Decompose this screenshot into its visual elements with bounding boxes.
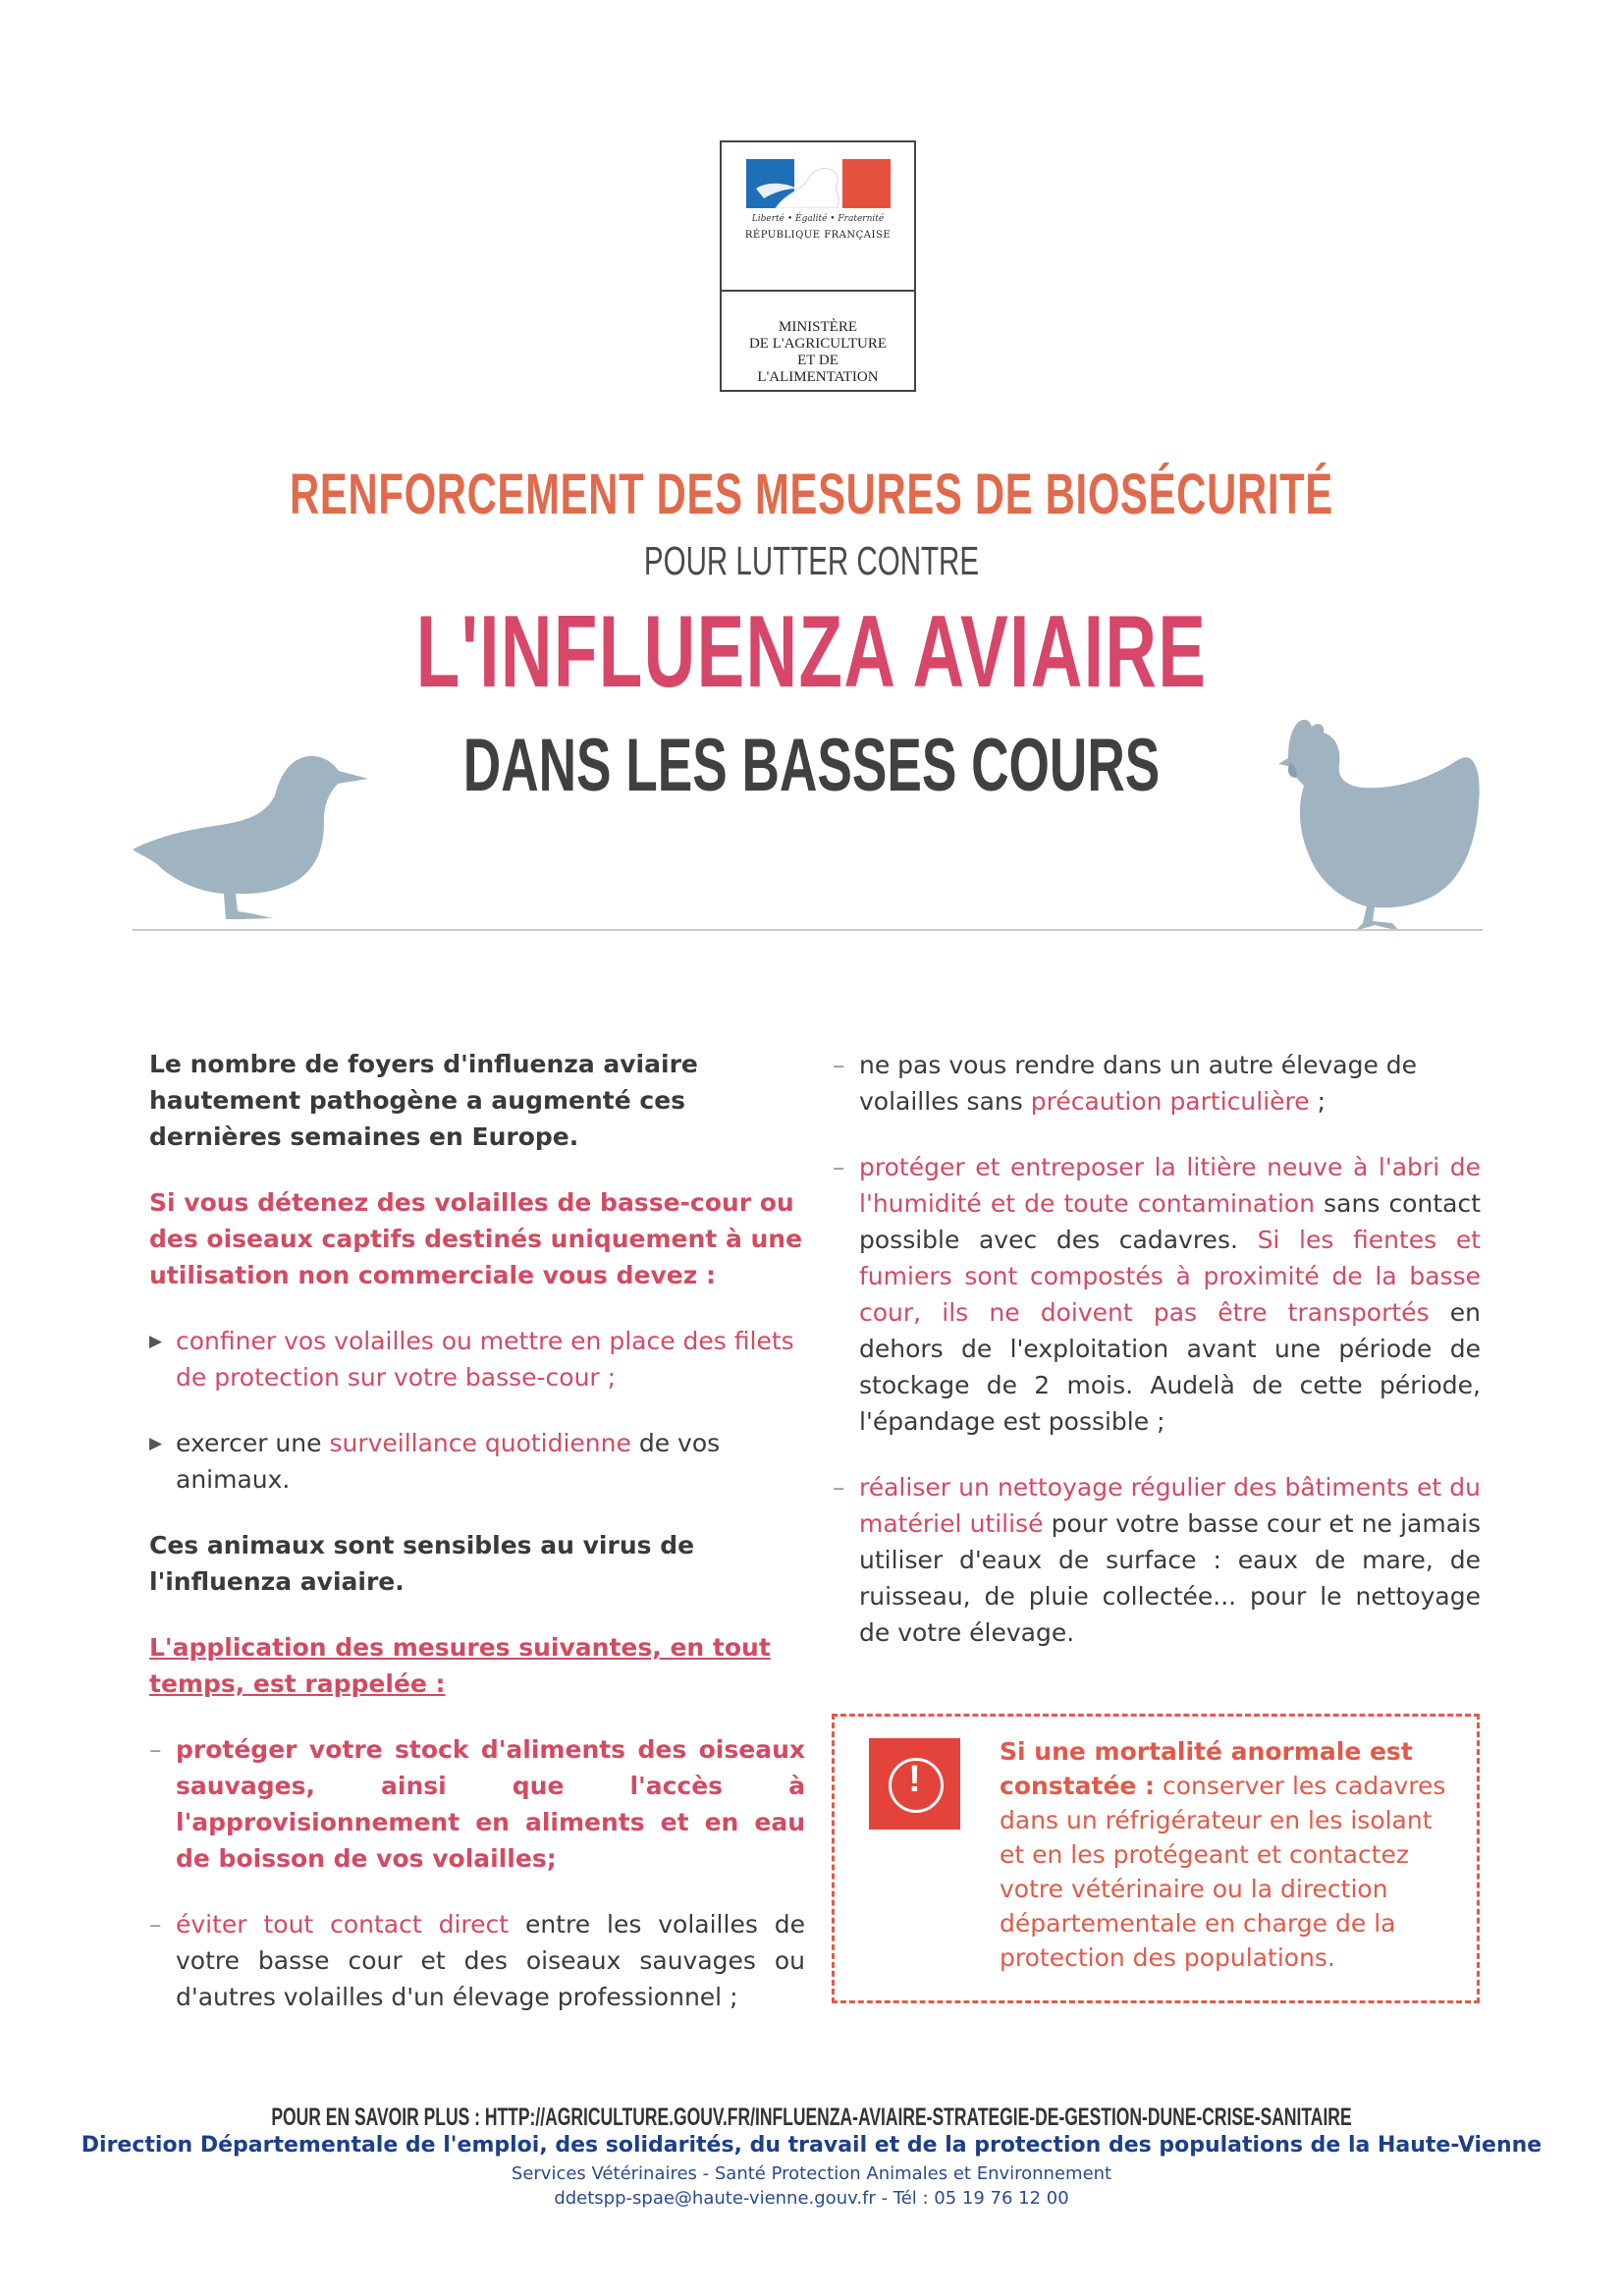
- right-column: [833, 1047, 1481, 1651]
- title-influenza: L'INFLUENZA AVIAIRE: [415, 595, 1208, 709]
- dash-highlight: éviter tout contact direct: [176, 1910, 510, 1939]
- alert-text: [1000, 1734, 1461, 1975]
- dash-text-part: sans contact possible avec des cadavres.: [859, 1189, 1481, 1254]
- triangle-bullet-icon: ▶: [149, 1332, 163, 1351]
- bullet-text: confiner vos volailles ou mettre en place des filets de protection sur votre basse-cour ;: [176, 1327, 794, 1392]
- hen-icon: [1276, 715, 1492, 931]
- dash-bullet: –: [833, 1051, 845, 1079]
- motto: Liberté • Égalité • Fraternité: [751, 214, 885, 224]
- warning-icon: [869, 1738, 960, 1830]
- list-item: [833, 1469, 1481, 1651]
- dash-highlight: précaution particulière: [1030, 1087, 1310, 1116]
- dash-bullet: –: [149, 1735, 162, 1764]
- dash-bullet: –: [149, 1910, 162, 1939]
- alert-body: conserver les cadavres dans un réfrigérateur en les isolant et en les protégeant et contactez votre vétérinaire ou la direction départementale en charge de la protection des populations.: [1000, 1772, 1446, 1972]
- dash-highlight: protéger et entreposer la litière neuve à l'abri de l'humidité et de toute contamination: [859, 1153, 1481, 1218]
- dash-text-part: en dehors de l'exploitation avant une période de stockage de 2 mois. Audelà de cette période, l'épandage est possible ;: [859, 1298, 1481, 1436]
- services-name: Services Vétérinaires - Santé Protection Animales et Environnement: [511, 2163, 1112, 2184]
- dash-highlight: Si les fientes et fumiers sont compostés à proximité de la basse cour, ils ne doivent pas être transportés: [859, 1226, 1482, 1327]
- direction-name: Direction Départementale de l'emploi, des solidarités, du travail et de la protection des populations de la Haute-Vienne: [81, 2133, 1542, 2158]
- dash-text: [859, 1469, 1481, 1651]
- ground-line: [133, 929, 1483, 931]
- dash-highlight: réaliser un nettoyage régulier des bâtiments et du matériel utilisé: [859, 1473, 1481, 1538]
- dash-text-part: entre les volailles de votre basse cour et des oiseaux sauvages ou d'autres volailles d'un élevage professionnel ;: [176, 1910, 805, 2011]
- contact-info[interactable]: ddetspp-spae@haute-vienne.gouv.fr - Tél : 05 19 76 12 00: [554, 2188, 1069, 2209]
- bullet-highlight: surveillance quotidienne: [329, 1429, 631, 1457]
- title-subline: POUR LUTTER CONTRE: [643, 538, 980, 583]
- list-item: [833, 1149, 1481, 1440]
- marianne-icon: [746, 159, 891, 208]
- list-item: [149, 1731, 805, 1877]
- ministry-name: [722, 292, 914, 386]
- dash-text-part: ne pas vous rendre dans un autre élevage de volailles sans: [859, 1051, 1418, 1116]
- dash-text-part: pour votre basse cour et ne jamais utiliser d'eaux de surface : eaux de mare, de ruisseau, de pluie collectée... pour le nettoyage de votre élevage.: [859, 1509, 1481, 1647]
- bullet-text-part: de vos animaux.: [176, 1429, 721, 1494]
- list-item: [833, 1047, 1481, 1120]
- dash-text-part: ;: [1309, 1087, 1326, 1116]
- intro-text: Le nombre de foyers d'influenza aviaire hautement pathogène a augmenté ces dernières semaines en Europe.: [149, 1050, 698, 1151]
- government-logo: [720, 140, 916, 392]
- list-item: [149, 1906, 805, 2015]
- ministry-line: ET DE: [797, 353, 839, 368]
- reminder-text: L'application des mesures suivantes, en tout temps, est rappelée :: [149, 1633, 771, 1698]
- if-hold-text: Si vous détenez des volailles de basse-cour ou des oiseaux captifs destinés uniquement à une utilisation non commerciale vous devez :: [149, 1188, 803, 1289]
- left-column: [149, 1046, 805, 2015]
- dash-text: [859, 1047, 1481, 1120]
- more-info-link[interactable]: POUR EN SAVOIR PLUS : HTTP://AGRICULTURE.GOUV.FR/INFLUENZA-AVIAIRE-STRATEGIE-DE-GESTION-DUNE-CRISE-SANITAIRE: [271, 2104, 1352, 2131]
- republic-label: RÉPUBLIQUE FRANÇAISE: [744, 230, 892, 241]
- title-biosecurity: RENFORCEMENT DES MESURES DE BIOSÉCURITÉ: [290, 463, 1333, 526]
- ministry-line: DE L'AGRICULTURE: [748, 336, 888, 352]
- dash-text: [859, 1149, 1481, 1440]
- bullet-text-part: exercer une: [176, 1429, 330, 1457]
- dash-bullet: –: [833, 1473, 845, 1502]
- list-item: [149, 1323, 805, 1395]
- dash-text: protéger votre stock d'aliments des oiseaux sauvages, ainsi que l'accès à l'approvisionnement en aliments et en eau de boisson de vos volailles;: [176, 1735, 805, 1873]
- dash-text: [176, 1906, 805, 2015]
- title-backyard: DANS LES BASSES COURS: [462, 724, 1161, 807]
- sensitive-text: Ces animaux sont sensibles au virus de l'influenza aviaire.: [149, 1531, 695, 1596]
- triangle-bullet-icon: ▶: [149, 1434, 163, 1453]
- marianne-logo: [722, 159, 914, 292]
- dash-bullet: –: [833, 1153, 845, 1181]
- bullet-text: [176, 1425, 805, 1498]
- exclamation-glyph: !: [908, 1759, 921, 1800]
- mortality-alert-box: [832, 1714, 1480, 2003]
- ministry-line: L'ALIMENTATION: [757, 369, 879, 385]
- alert-heading: Si une mortalité anormale est constatée :: [1000, 1737, 1413, 1800]
- duck-icon: [128, 746, 383, 933]
- ministry-line: MINISTÈRE: [779, 319, 857, 335]
- list-item: [149, 1425, 805, 1498]
